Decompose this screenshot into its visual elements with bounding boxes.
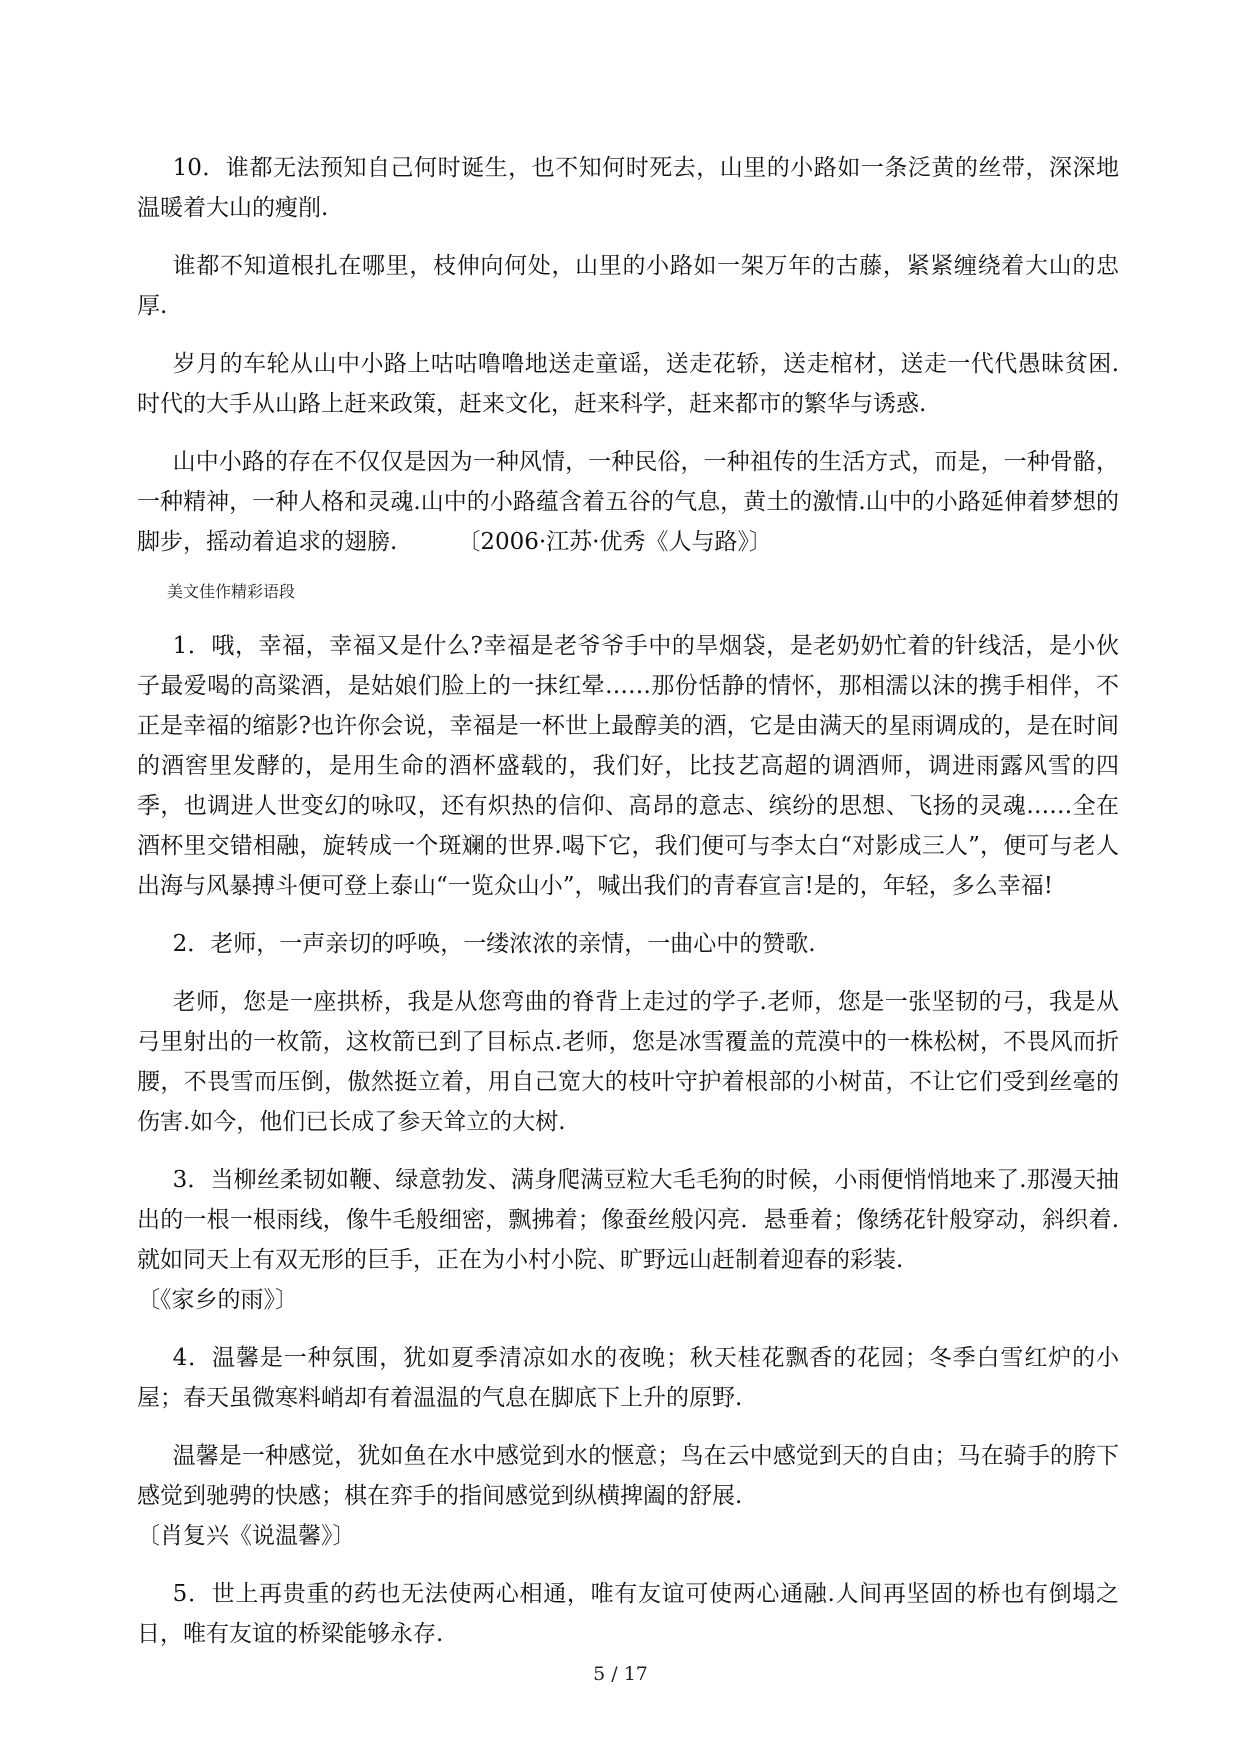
paragraph-friendship: 5．世上再贵重的药也无法使两心相通，唯有友谊可使两心通融.人间再坚固的桥也有倒塌之日，唯有友谊的桥梁能够永存.: [137, 1581, 1119, 1647]
paragraph-10: 10．谁都无法预知自己何时诞生，也不知何时死去，山里的小路如一条泛黄的丝带，深深地温暖着大山的瘦削.: [137, 155, 1119, 221]
paragraph-teacher-intro: 2．老师，一声亲切的呼唤，一缕浓浓的亲情，一曲心中的赞歌.: [172, 931, 816, 957]
paragraph-happiness: 1．哦，幸福，幸福又是什么?幸福是老爷爷手中的旱烟袋，是老奶奶忙着的针线活，是小伙子最爱喝的高粱酒，是姑娘们脸上的一抹红晕……那份恬静的情怀，那相濡以沫的携手相伴，不正是幸福的缩影?也许你会说，幸福是一杯世上最醇美的酒，它是由满天的星雨调成的，是在时间的酒窖里发酵的，是用生命的酒杯盛载的，我们好，比技艺高超的调酒师，调进雨露风雪的四季，也调进人世变幻的咏叹，还有炽热的信仰、高昂的意志、缤纷的思想、飞扬的灵魂……全在酒杯里交错相融，旋转成一个斑斓的世界.喝下它，我们便可与李太白“对影成三人”，便可与老人出海与风暴搏斗便可登上泰山“一览众山小”，喊出我们的青春宣言!是的，年轻，多么幸福!: [137, 633, 1119, 899]
paragraph-mountain-road-text: 山中小路的存在不仅仅是因为一种风情，一种民俗，一种祖传的生活方式，而是，一种骨骼，一种精神，一种人格和灵魂.山中的小路蕴含着五谷的气息，黄土的激情.山中的小路延伸着梦想的脚步，摇动着追求的翅膀.: [137, 449, 1119, 555]
paragraph-warmth-feeling: 温馨是一种感觉，犹如鱼在水中感觉到水的惬意；鸟在云中感觉到天的自由；马在骑手的胯下感觉到驰骋的快感；棋在弈手的指间感觉到纵横捭阖的舒展.: [137, 1443, 1119, 1509]
paragraph-rain: 3．当柳丝柔韧如鞭、绿意勃发、满身爬满豆粒大毛毛狗的时候，小雨便悄悄地来了.那漫天抽出的一根一根雨线，像牛毛般细密，飘拂着；像蚕丝般闪亮．悬垂着；像绣花针般穿动，斜织着.就如同天上有双无形的巨手，正在为小村小院、旷野远山赶制着迎春的彩装.: [137, 1167, 1119, 1273]
citation-hometown-rain: 〔《家乡的雨》〕: [137, 1287, 298, 1313]
paragraph-years: 岁月的车轮从山中小路上咕咕噜噜地送走童谣，送走花轿，送走棺材，送走一代代愚昧贫困.时代的大手从山路上赶来政策，赶来文化，赶来科学，赶来都市的繁华与诱惑.: [137, 351, 1119, 417]
citation-people-and-road: 〔2006·江苏·优秀《人与路》〕: [457, 529, 772, 555]
section-heading: 美文佳作精彩语段: [167, 582, 296, 601]
paragraph-teacher: 老师，您是一座拱桥，我是从您弯曲的脊背上走过的学子.老师，您是一张坚韧的弓，我是从弓里射出的一枚箭，这枚箭已到了目标点.老师，您是冰雪覆盖的荒漠中的一株松树，不畏风而折腰，不畏雪而压倒，傲然挺立着，用自己宽大的枝叶守护着根部的小树苗，不让它们受到丝毫的伤害.如今，他们已长成了参天耸立的大树.: [137, 989, 1119, 1135]
paragraph-warmth-atmosphere: 4．温馨是一种氛围，犹如夏季清凉如水的夜晚；秋天桂花飘香的花园；冬季白雪红炉的小屋；春天虽微寒料峭却有着温温的气息在脚底下上升的原野.: [137, 1345, 1119, 1411]
page-content: [137, 148, 1119, 1672]
paragraph-mountain-road: [137, 442, 1119, 562]
citation-on-warmth: 〔肖复兴《说温馨》〕: [137, 1523, 356, 1549]
paragraph-vine: 谁都不知道根扎在哪里，枝伸向何处，山里的小路如一架万年的古藤，紧紧缠绕着大山的忠厚.: [137, 253, 1119, 319]
page-number: 5 / 17: [593, 1663, 648, 1685]
